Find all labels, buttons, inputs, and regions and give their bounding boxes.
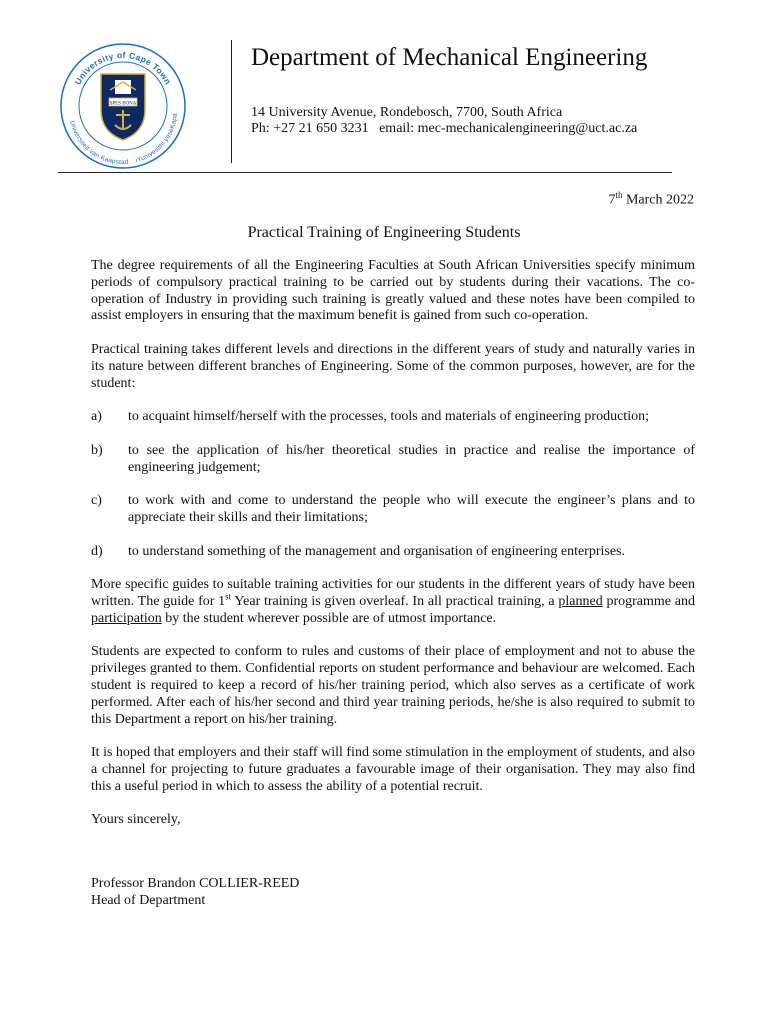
paragraph-purposes: Practical training takes different levels and directions in the different years of study and naturally varies in its nature between different branches of Engineering. Some of the common purposes, however, are for the student: [91, 341, 695, 391]
header-divider-vertical [231, 40, 232, 163]
header-divider-horizontal [58, 172, 672, 173]
list-item-label: a) [91, 409, 102, 425]
signatory-name: Professor Brandon COLLIER-REED [91, 876, 300, 892]
paragraph-conduct: Students are expected to conform to rules and customs of their place of employment and not to abuse the privileges granted to them. Confidential reports on student performance and behaviour are welcomed. Each student is required to keep a record of his/her training period, which also serves as a certificate of work performed. After each of his/her second and third year training periods, he/she is also required to submit to this Department a report on his/her training. [91, 644, 695, 727]
list-item-label: d) [91, 543, 103, 559]
logo-ring-text-afr: Universiteit van Kaapstad [68, 119, 129, 167]
closing: Yours sincerely, [91, 812, 181, 828]
email-label: email: [379, 121, 415, 136]
list-item-text: to acquaint himself/herself with the processes, tools and materials of engineering production; [128, 409, 649, 425]
phone-number: +27 21 650 3231 [273, 121, 369, 136]
list-item [91, 493, 695, 527]
phone-label: Ph: [251, 121, 270, 136]
logo-ring-text-xh: iYunivesithi yaseKapa [135, 112, 179, 165]
signatory-role: Head of Department [91, 893, 206, 909]
shield-icon [101, 74, 145, 140]
department-name: Department of Mechanical Engineering [251, 44, 648, 71]
list-item-text: to see the application of his/her theoretical studies in practice and realise the importance of engineering judgement; [128, 442, 695, 475]
list-item-text: to understand something of the management and organisation of engineering enterprises. [128, 543, 625, 559]
letter-title: Practical Training of Engineering Students [247, 224, 521, 241]
address: 14 University Avenue, Rondebosch, 7700, South Africa [251, 105, 563, 120]
contact-line [251, 121, 637, 137]
uct-logo [55, 38, 191, 174]
letter-date: 7th March 2022 [608, 190, 694, 208]
list-item [91, 409, 695, 426]
paragraph-guides: More specific guides to suitable training activities for our students in the different years of study have been written. The guide for 1st Year training is given overleaf. In all practical training, a planned programme and participation by the student wherever possible are of utmost importance. [91, 577, 695, 626]
list-item-text: to work with and come to understand the people who will execute the engineer’s plans and to appreciate their skills and their limitations; [128, 493, 695, 525]
paragraph-intro: The degree requirements of all the Engineering Faculties at South African Universities specify minimum periods of compulsory practical training to be carried out by students during their vacations. The co-operation of Industry in providing such training is greatly valued and these notes have been compiled to assist employers in ensuring that the maximum benefit is gained from such co-operation. [91, 258, 695, 324]
list-item [91, 544, 695, 561]
list-item-label: c) [91, 493, 102, 509]
paragraph-employers: It is hoped that employers and their staff will find some stimulation in the employment of students, and also a channel for projecting to future graduates a favourable image of their organisation. They may also find this a useful period in which to assess the ability of a potential recruit. [91, 745, 695, 794]
list-item-label: b) [91, 442, 103, 458]
signature-block [91, 875, 695, 909]
svg-text:SPES BONA: SPES BONA [109, 101, 137, 107]
email-address[interactable]: mec-mechanicalengineering@uct.ac.za [417, 121, 638, 136]
letter-body [91, 258, 695, 909]
list-item [91, 443, 695, 477]
logo-ring-text: University of Cape Town [72, 49, 174, 87]
